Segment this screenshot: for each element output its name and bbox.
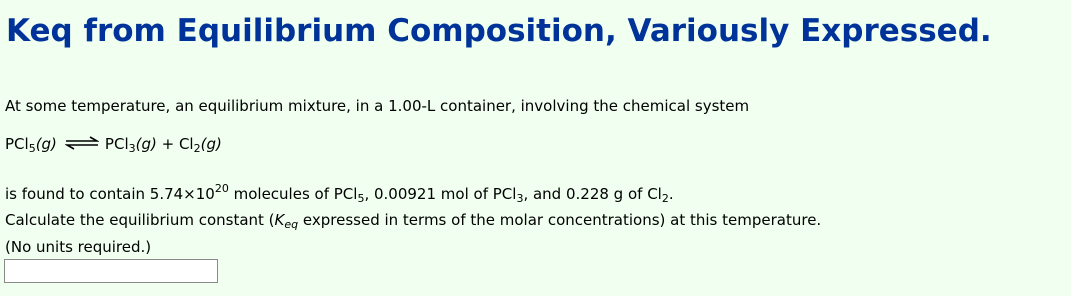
keq-symbol: $K_{eq}$ xyxy=(274,211,299,231)
page-title: Keq from Equilibrium Composition, Variously Expressed. xyxy=(6,13,992,49)
intro-text: At some temperature, an equilibrium mixture, in a 1.00-L container, involving the chemical system xyxy=(5,97,750,115)
answer-input[interactable] xyxy=(4,259,218,283)
product-formula-2: $Cl_2(g)$ xyxy=(178,135,222,155)
equilibrium-arrow-icon xyxy=(65,136,99,150)
reactant-formula: PCl$_5$(g) xyxy=(5,135,57,155)
question-text: Calculate the equilibrium constant ($K_{eq}$ expressed in terms of the molar concentrations) at this temperature. xyxy=(5,211,822,231)
product-formula-1: PCl$_3$(g) xyxy=(104,135,157,155)
chemical-equation xyxy=(5,134,222,154)
composition-text: is found to contain $5.74\times 10^{20}$ molecules of PCl$_5$, 0.00921 mol of PCl$_3$, and 0.228 g of $Cl_2$. xyxy=(5,182,674,205)
units-note: (No units required.) xyxy=(5,238,152,256)
plus-sign: + xyxy=(156,135,179,153)
